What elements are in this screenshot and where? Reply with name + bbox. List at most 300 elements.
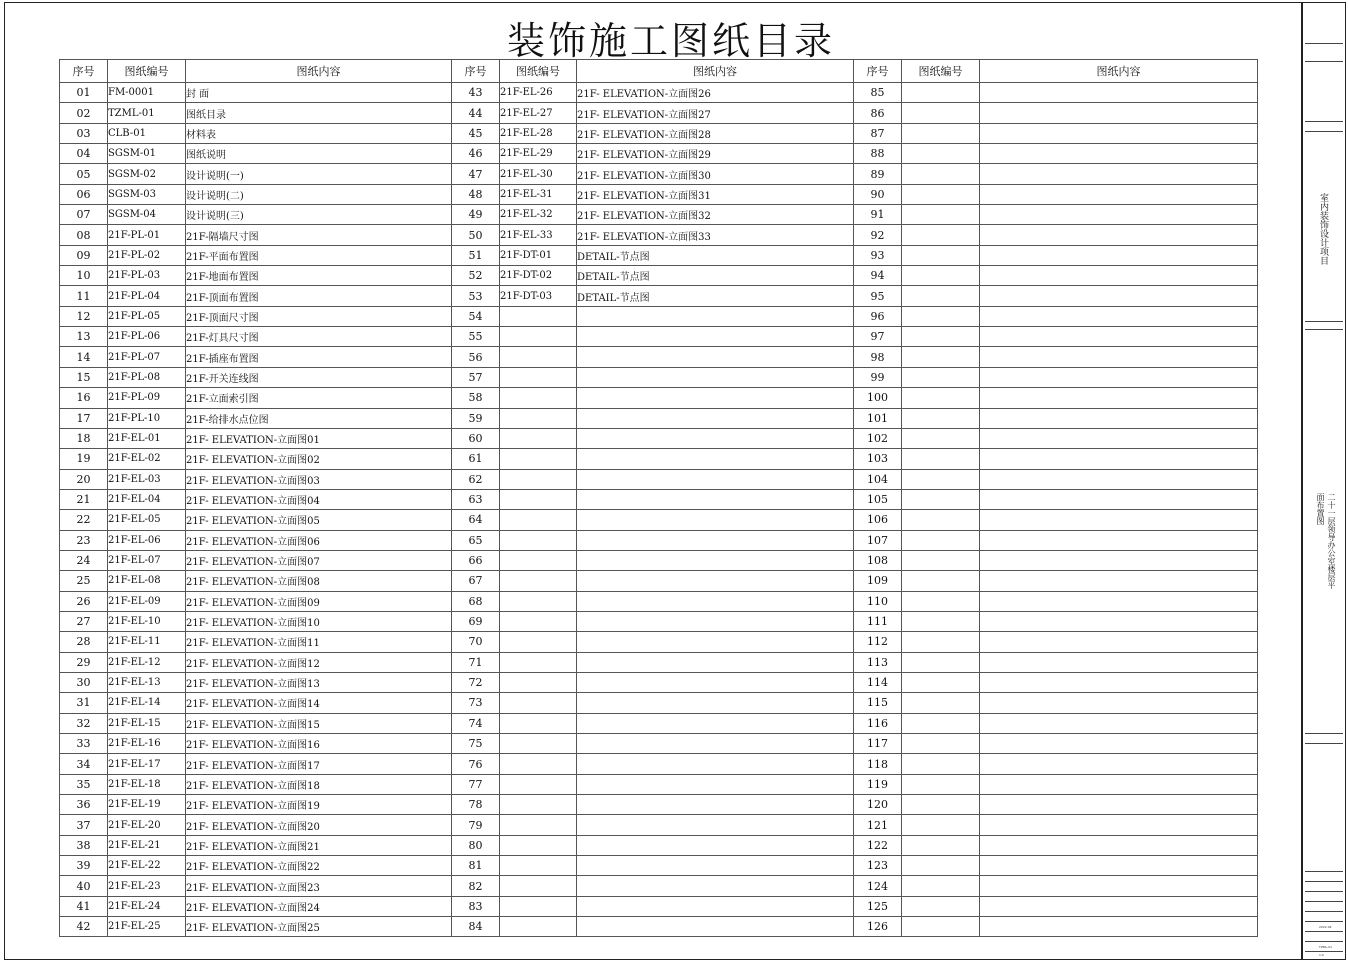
- content-cell: [980, 510, 1258, 530]
- header-code: 图纸编号: [902, 60, 980, 83]
- seq-cell: 53: [452, 286, 500, 306]
- code-cell: FM-0001: [108, 83, 186, 103]
- content-cell: 21F-平面布置图: [186, 245, 452, 265]
- code-cell: [902, 83, 980, 103]
- seq-cell: 76: [452, 754, 500, 774]
- seq-cell: 23: [60, 530, 108, 550]
- table-row: [60, 347, 1258, 367]
- seq-cell: 37: [60, 815, 108, 835]
- content-cell: [980, 835, 1258, 855]
- seq-cell: 18: [60, 428, 108, 448]
- content-cell: DETAIL-节点图: [577, 286, 854, 306]
- content-cell: [577, 754, 854, 774]
- code-cell: [500, 327, 577, 347]
- seq-cell: 06: [60, 184, 108, 204]
- table-row: [60, 734, 1258, 754]
- project-name: 室内装饰设计项目: [1318, 193, 1328, 265]
- seq-cell: 29: [60, 652, 108, 672]
- content-cell: [577, 815, 854, 835]
- code-cell: [902, 815, 980, 835]
- seq-cell: 90: [854, 184, 902, 204]
- table-row: [60, 754, 1258, 774]
- code-cell: SGSM-03: [108, 184, 186, 204]
- code-cell: 21F-EL-14: [108, 693, 186, 713]
- seq-cell: 105: [854, 489, 902, 509]
- seq-cell: 113: [854, 652, 902, 672]
- content-cell: 21F- ELEVATION-立面图24: [186, 896, 452, 916]
- seq-cell: 79: [452, 815, 500, 835]
- content-cell: 21F-隔墙尺寸图: [186, 225, 452, 245]
- content-cell: 21F-地面布置图: [186, 266, 452, 286]
- seq-cell: 33: [60, 734, 108, 754]
- content-cell: [980, 347, 1258, 367]
- code-cell: [902, 245, 980, 265]
- code-cell: 21F-EL-12: [108, 652, 186, 672]
- seq-cell: 86: [854, 103, 902, 123]
- code-cell: 21F-EL-28: [500, 123, 577, 143]
- drawing-name: 二十一层领导办公室楼层平面布置图: [1316, 493, 1336, 589]
- code-cell: SGSM-02: [108, 164, 186, 184]
- code-cell: 21F-EL-04: [108, 489, 186, 509]
- seq-cell: 30: [60, 672, 108, 692]
- content-cell: [980, 632, 1258, 652]
- seq-cell: 85: [854, 83, 902, 103]
- content-cell: [577, 774, 854, 794]
- code-cell: [500, 306, 577, 326]
- seq-cell: 74: [452, 713, 500, 733]
- content-cell: DETAIL-节点图: [577, 245, 854, 265]
- seq-cell: 02: [60, 103, 108, 123]
- code-cell: [902, 184, 980, 204]
- content-cell: [980, 428, 1258, 448]
- content-cell: [577, 917, 854, 937]
- seq-cell: 05: [60, 164, 108, 184]
- seq-cell: 95: [854, 286, 902, 306]
- code-cell: 21F-EL-20: [108, 815, 186, 835]
- content-cell: 21F-开关连线图: [186, 367, 452, 387]
- content-cell: 21F- ELEVATION-立面图17: [186, 754, 452, 774]
- content-cell: [980, 306, 1258, 326]
- content-cell: 21F- ELEVATION-立面图09: [186, 591, 452, 611]
- code-cell: 21F-EL-06: [108, 530, 186, 550]
- code-cell: [500, 591, 577, 611]
- code-cell: 21F-EL-08: [108, 571, 186, 591]
- seq-cell: 12: [60, 306, 108, 326]
- content-cell: [980, 896, 1258, 916]
- seq-cell: 58: [452, 388, 500, 408]
- table-row: [60, 774, 1258, 794]
- code-cell: 21F-PL-03: [108, 266, 186, 286]
- table-row: [60, 83, 1258, 103]
- code-cell: 21F-EL-22: [108, 856, 186, 876]
- code-cell: [500, 856, 577, 876]
- code-cell: CLB-01: [108, 123, 186, 143]
- code-cell: 21F-EL-09: [108, 591, 186, 611]
- content-cell: 设计说明(二): [186, 184, 452, 204]
- seq-cell: 46: [452, 144, 500, 164]
- seq-cell: 119: [854, 774, 902, 794]
- code-cell: 21F-EL-26: [500, 83, 577, 103]
- content-cell: 21F- ELEVATION-立面图27: [577, 103, 854, 123]
- content-cell: 21F- ELEVATION-立面图26: [577, 83, 854, 103]
- content-cell: 21F- ELEVATION-立面图06: [186, 530, 452, 550]
- divider: [1305, 931, 1343, 932]
- content-cell: 21F- ELEVATION-立面图13: [186, 672, 452, 692]
- seq-cell: 10: [60, 266, 108, 286]
- code-cell: [500, 815, 577, 835]
- seq-cell: 107: [854, 530, 902, 550]
- seq-cell: 116: [854, 713, 902, 733]
- code-cell: 21F-EL-18: [108, 774, 186, 794]
- content-cell: [980, 672, 1258, 692]
- table-row: [60, 917, 1258, 937]
- content-cell: [980, 245, 1258, 265]
- content-cell: [577, 510, 854, 530]
- content-cell: 21F- ELEVATION-立面图33: [577, 225, 854, 245]
- table-row: [60, 103, 1258, 123]
- code-cell: 21F-PL-04: [108, 286, 186, 306]
- seq-cell: 103: [854, 449, 902, 469]
- seq-cell: 110: [854, 591, 902, 611]
- code-cell: 21F-EL-27: [500, 103, 577, 123]
- seq-cell: 72: [452, 672, 500, 692]
- content-cell: [980, 795, 1258, 815]
- content-cell: [980, 611, 1258, 631]
- seq-cell: 92: [854, 225, 902, 245]
- table-row: [60, 286, 1258, 306]
- content-cell: [980, 550, 1258, 570]
- title-block: [1302, 2, 1346, 960]
- code-cell: [902, 164, 980, 184]
- code-cell: 21F-EL-13: [108, 672, 186, 692]
- seq-cell: 96: [854, 306, 902, 326]
- table-row: [60, 591, 1258, 611]
- table-row: [60, 469, 1258, 489]
- divider: [1305, 743, 1343, 744]
- code-cell: [500, 408, 577, 428]
- seq-cell: 106: [854, 510, 902, 530]
- table-row: [60, 876, 1258, 896]
- table-row: [60, 672, 1258, 692]
- content-cell: 21F-顶面尺寸图: [186, 306, 452, 326]
- code-cell: 21F-PL-09: [108, 388, 186, 408]
- code-cell: [902, 103, 980, 123]
- seq-cell: 99: [854, 367, 902, 387]
- content-cell: [980, 571, 1258, 591]
- code-cell: [902, 896, 980, 916]
- code-cell: 21F-DT-01: [500, 245, 577, 265]
- seq-cell: 03: [60, 123, 108, 143]
- seq-cell: 88: [854, 144, 902, 164]
- content-cell: [980, 449, 1258, 469]
- seq-cell: 26: [60, 591, 108, 611]
- table-row: [60, 388, 1258, 408]
- content-cell: [577, 571, 854, 591]
- table-row: [60, 652, 1258, 672]
- seq-cell: 60: [452, 428, 500, 448]
- content-cell: [980, 225, 1258, 245]
- code-cell: [902, 632, 980, 652]
- seq-cell: 28: [60, 632, 108, 652]
- code-cell: 21F-EL-10: [108, 611, 186, 631]
- content-cell: 21F-给排水点位图: [186, 408, 452, 428]
- content-cell: [577, 632, 854, 652]
- seq-cell: 97: [854, 327, 902, 347]
- code-cell: [902, 510, 980, 530]
- seq-cell: 65: [452, 530, 500, 550]
- code-cell: [902, 408, 980, 428]
- code-cell: [902, 917, 980, 937]
- content-cell: [980, 184, 1258, 204]
- table-row: [60, 266, 1258, 286]
- code-cell: [500, 367, 577, 387]
- content-cell: [577, 611, 854, 631]
- divider: [1305, 131, 1343, 132]
- seq-cell: 16: [60, 388, 108, 408]
- code-cell: 21F-PL-10: [108, 408, 186, 428]
- seq-cell: 75: [452, 734, 500, 754]
- divider: [1305, 911, 1343, 912]
- content-cell: 21F- ELEVATION-立面图14: [186, 693, 452, 713]
- seq-cell: 93: [854, 245, 902, 265]
- content-cell: 图纸说明: [186, 144, 452, 164]
- seq-cell: 44: [452, 103, 500, 123]
- code-cell: [500, 530, 577, 550]
- content-cell: [577, 835, 854, 855]
- content-cell: [980, 876, 1258, 896]
- seq-cell: 32: [60, 713, 108, 733]
- table-body: [60, 83, 1258, 937]
- content-cell: [980, 734, 1258, 754]
- seq-cell: 104: [854, 469, 902, 489]
- code-cell: [902, 876, 980, 896]
- table-row: [60, 835, 1258, 855]
- code-cell: [500, 835, 577, 855]
- seq-cell: 70: [452, 632, 500, 652]
- code-cell: 21F-EL-25: [108, 917, 186, 937]
- content-cell: 21F- ELEVATION-立面图10: [186, 611, 452, 631]
- header-content: 图纸内容: [186, 60, 452, 83]
- seq-cell: 117: [854, 734, 902, 754]
- code-cell: [902, 713, 980, 733]
- code-cell: [500, 388, 577, 408]
- page-title: 装饰施工图纸目录: [506, 19, 835, 63]
- seq-cell: 89: [854, 164, 902, 184]
- content-cell: [577, 550, 854, 570]
- seq-cell: 100: [854, 388, 902, 408]
- code-cell: [500, 672, 577, 692]
- code-cell: [902, 306, 980, 326]
- code-cell: [500, 347, 577, 367]
- content-cell: 21F-插座布置图: [186, 347, 452, 367]
- code-cell: 21F-EL-02: [108, 449, 186, 469]
- content-cell: [980, 591, 1258, 611]
- seq-cell: 112: [854, 632, 902, 652]
- seq-cell: 04: [60, 144, 108, 164]
- content-cell: 21F- ELEVATION-立面图23: [186, 876, 452, 896]
- content-cell: [980, 856, 1258, 876]
- table-row: [60, 489, 1258, 509]
- table-row: [60, 815, 1258, 835]
- seq-cell: 120: [854, 795, 902, 815]
- header-seq: 序号: [60, 60, 108, 83]
- table-row: [60, 510, 1258, 530]
- content-cell: 21F- ELEVATION-立面图20: [186, 815, 452, 835]
- seq-cell: 17: [60, 408, 108, 428]
- code-cell: 21F-PL-01: [108, 225, 186, 245]
- seq-cell: 64: [452, 510, 500, 530]
- code-cell: 21F-EL-15: [108, 713, 186, 733]
- code-cell: 21F-EL-33: [500, 225, 577, 245]
- table-row: [60, 571, 1258, 591]
- content-cell: 21F- ELEVATION-立面图30: [577, 164, 854, 184]
- seq-cell: 61: [452, 449, 500, 469]
- divider: [1305, 61, 1343, 62]
- code-cell: [902, 571, 980, 591]
- divider: [1305, 921, 1343, 922]
- seq-cell: 83: [452, 896, 500, 916]
- seq-cell: 66: [452, 550, 500, 570]
- content-cell: 21F- ELEVATION-立面图08: [186, 571, 452, 591]
- seq-cell: 25: [60, 571, 108, 591]
- seq-cell: 115: [854, 693, 902, 713]
- content-cell: [980, 469, 1258, 489]
- divider: [1305, 321, 1343, 322]
- seq-cell: 91: [854, 205, 902, 225]
- table-row: [60, 205, 1258, 225]
- seq-cell: 63: [452, 489, 500, 509]
- code-cell: [500, 510, 577, 530]
- seq-cell: 36: [60, 795, 108, 815]
- seq-cell: 126: [854, 917, 902, 937]
- table-row: [60, 225, 1258, 245]
- divider: [1305, 871, 1343, 872]
- table-row: [60, 408, 1258, 428]
- code-cell: [902, 591, 980, 611]
- content-cell: [980, 530, 1258, 550]
- content-cell: [577, 428, 854, 448]
- code-cell: 21F-PL-06: [108, 327, 186, 347]
- seq-cell: 39: [60, 856, 108, 876]
- table-row: [60, 245, 1258, 265]
- seq-cell: 20: [60, 469, 108, 489]
- content-cell: [577, 856, 854, 876]
- seq-cell: 42: [60, 917, 108, 937]
- seq-cell: 35: [60, 774, 108, 794]
- content-cell: 21F- ELEVATION-立面图18: [186, 774, 452, 794]
- content-cell: [577, 896, 854, 916]
- content-cell: [577, 367, 854, 387]
- content-cell: 封 面: [186, 83, 452, 103]
- code-cell: [902, 449, 980, 469]
- code-cell: [902, 489, 980, 509]
- code-cell: [902, 856, 980, 876]
- seq-cell: 27: [60, 611, 108, 631]
- divider: [1305, 881, 1343, 882]
- code-cell: [500, 876, 577, 896]
- content-cell: [980, 327, 1258, 347]
- code-cell: [500, 917, 577, 937]
- seq-cell: 40: [60, 876, 108, 896]
- code-cell: [902, 123, 980, 143]
- code-cell: [500, 632, 577, 652]
- seq-cell: 22: [60, 510, 108, 530]
- code-cell: 21F-DT-03: [500, 286, 577, 306]
- content-cell: [980, 917, 1258, 937]
- seq-cell: 34: [60, 754, 108, 774]
- code-cell: [500, 693, 577, 713]
- seq-cell: 69: [452, 611, 500, 631]
- code-cell: [902, 774, 980, 794]
- code-cell: 21F-EL-29: [500, 144, 577, 164]
- divider: [1305, 121, 1343, 122]
- content-cell: 21F- ELEVATION-立面图32: [577, 205, 854, 225]
- seq-cell: 48: [452, 184, 500, 204]
- seq-cell: 15: [60, 367, 108, 387]
- content-cell: [577, 652, 854, 672]
- code-cell: 21F-EL-24: [108, 896, 186, 916]
- seq-cell: 71: [452, 652, 500, 672]
- divider: [1305, 329, 1343, 330]
- code-cell: [902, 835, 980, 855]
- content-cell: 21F-顶面布置图: [186, 286, 452, 306]
- content-cell: [980, 815, 1258, 835]
- seq-cell: 101: [854, 408, 902, 428]
- code-cell: 21F-EL-05: [108, 510, 186, 530]
- content-cell: 设计说明(三): [186, 205, 452, 225]
- content-cell: [980, 286, 1258, 306]
- code-cell: 21F-EL-30: [500, 164, 577, 184]
- content-cell: [980, 164, 1258, 184]
- code-cell: [902, 652, 980, 672]
- divider: [1305, 43, 1343, 44]
- code-cell: 21F-EL-17: [108, 754, 186, 774]
- code-cell: [902, 428, 980, 448]
- seq-cell: 14: [60, 347, 108, 367]
- table-row: [60, 164, 1258, 184]
- code-cell: [500, 550, 577, 570]
- table-row: [60, 367, 1258, 387]
- seq-cell: 125: [854, 896, 902, 916]
- content-cell: 21F- ELEVATION-立面图31: [577, 184, 854, 204]
- seq-cell: 81: [452, 856, 500, 876]
- content-cell: [577, 734, 854, 754]
- content-cell: [577, 693, 854, 713]
- code-cell: [902, 795, 980, 815]
- content-cell: [577, 388, 854, 408]
- code-cell: 21F-DT-02: [500, 266, 577, 286]
- content-cell: 21F- ELEVATION-立面图25: [186, 917, 452, 937]
- code-cell: [902, 693, 980, 713]
- code-cell: TZML-01: [108, 103, 186, 123]
- table-row: [60, 184, 1258, 204]
- content-cell: 21F-立面索引图: [186, 388, 452, 408]
- content-cell: [980, 123, 1258, 143]
- code-cell: [500, 734, 577, 754]
- table-row: [60, 449, 1258, 469]
- seq-cell: 49: [452, 205, 500, 225]
- code-cell: 21F-EL-07: [108, 550, 186, 570]
- content-cell: [577, 876, 854, 896]
- content-cell: 21F- ELEVATION-立面图07: [186, 550, 452, 570]
- code-cell: 21F-EL-03: [108, 469, 186, 489]
- seq-cell: 114: [854, 672, 902, 692]
- content-cell: [980, 489, 1258, 509]
- content-cell: 材料表: [186, 123, 452, 143]
- seq-cell: 67: [452, 571, 500, 591]
- code-cell: [902, 327, 980, 347]
- content-cell: [980, 266, 1258, 286]
